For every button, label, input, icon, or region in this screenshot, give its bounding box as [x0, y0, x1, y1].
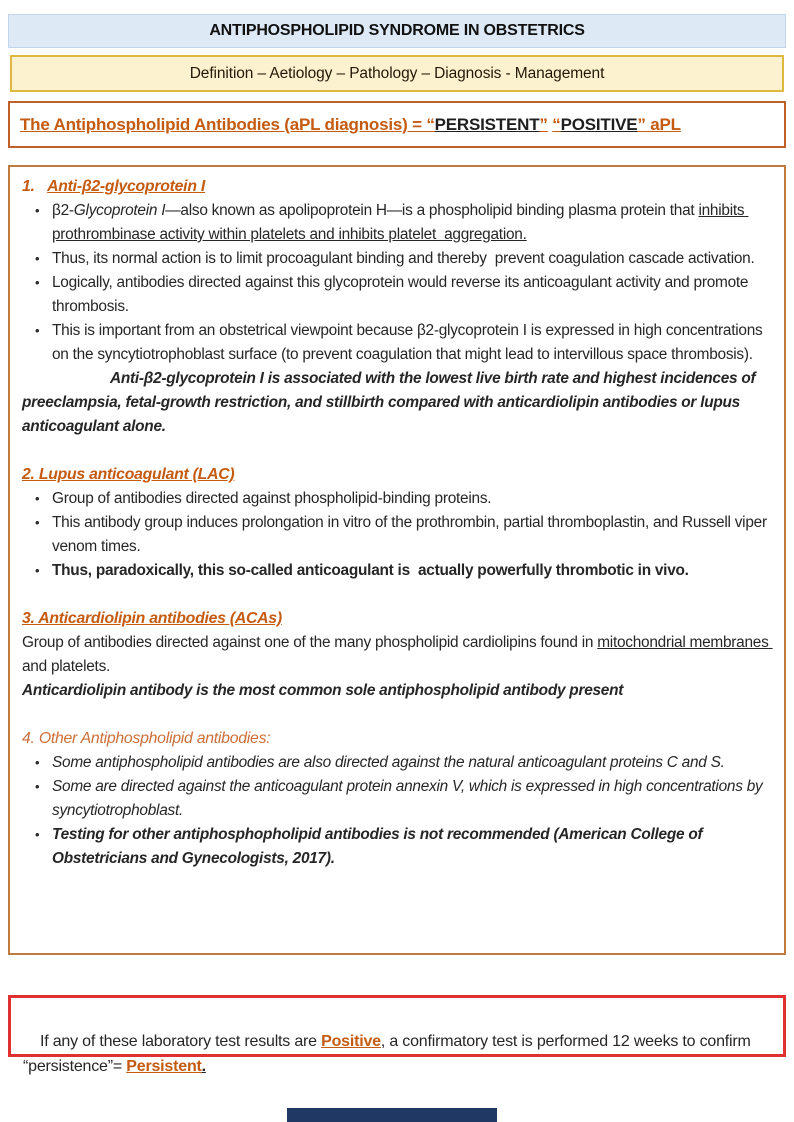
- section2-heading: [22, 463, 772, 487]
- text-segment: 4. Other Antiphospholipid antibodies:: [22, 730, 271, 747]
- text-segment: aPL: [645, 114, 681, 134]
- text-segment: If any of these laboratory test results are: [39, 1033, 322, 1050]
- text-segment: ”: [539, 114, 548, 134]
- text-segment: Thus, paradoxically, this so-called anticoagulant is actually powerfully thrombotic in vivo.: [52, 562, 689, 579]
- text-segment: This is important from an obstetrical viewpoint because β2-glycoprotein I is expressed in high concentrations on the syncytiotrophoblast surface (to prevent coagulation that might lead to intervillous space thrombosis).: [52, 322, 767, 363]
- text-segment: 3. Anticardiolipin antibodies (ACAs): [22, 610, 282, 627]
- text-segment: [35, 178, 47, 195]
- spacer-3: [22, 703, 772, 727]
- topic-breadcrumb: [10, 55, 784, 92]
- text-segment: inhibits prothrombinase activity within platelets and inhibits platelet aggregation.: [52, 202, 749, 243]
- antibody-types-box: [8, 165, 786, 955]
- section3-key-statement: [22, 679, 772, 703]
- section4-bullet-2: [22, 775, 772, 823]
- apl-diagnosis-line: [20, 115, 681, 135]
- section4-heading: [22, 727, 772, 751]
- section2-bullet-2: [22, 511, 772, 559]
- text-segment: Positive: [321, 1033, 381, 1050]
- text-segment: β2-: [52, 202, 74, 219]
- text-segment: Logically, antibodies directed against this glycoprotein would reverse its anticoagulant activity and promote thrombosis.: [52, 274, 753, 315]
- section1-bullet-4: [22, 319, 772, 367]
- section1-key-statement: [22, 367, 772, 439]
- spacer-1: [22, 439, 772, 463]
- text-segment: , a confirmatory test is performed 12 weeks to confirm “persistence”=: [23, 1033, 755, 1075]
- text-segment: Persistent: [126, 1058, 202, 1075]
- text-segment: POSITIVE: [560, 114, 638, 134]
- text-segment: and platelets.: [22, 658, 111, 675]
- text-segment: Anticardiolipin antibody is the most common sole antiphospholipid antibody present: [22, 682, 624, 699]
- text-segment: This antibody group induces prolongation in vitro of the prothrombin, partial thromboplastin, and Russell viper venom times.: [52, 514, 771, 555]
- section1-heading: [22, 175, 772, 199]
- text-segment: Testing for other antiphosphopholipid antibodies is not recommended (American College of Obstetricians and Gynecologists, 2017).: [52, 826, 707, 867]
- page-title: [8, 14, 786, 48]
- apl-diagnosis-box: [8, 101, 786, 148]
- text-segment: Group of antibodies directed against phospholipid-binding proteins.: [52, 490, 492, 507]
- section4-bullet-3: [22, 823, 772, 871]
- confirmatory-test-note-text: [23, 1033, 755, 1075]
- text-segment: ”: [637, 114, 646, 134]
- confirmatory-test-note-box: [8, 995, 786, 1075]
- section3-heading: [22, 607, 772, 631]
- section3-para-1: [22, 631, 772, 679]
- footer-accent-bar: [287, 1108, 497, 1122]
- text-segment: Some antiphospholipid antibodies are also directed against the natural anticoagulant proteins C and S.: [52, 754, 725, 771]
- text-segment: “: [552, 114, 561, 134]
- text-segment: mitochondrial membranes: [597, 634, 773, 651]
- section1-bullet-1: [22, 199, 772, 247]
- text-segment: PERSISTENT: [434, 114, 540, 134]
- section2-bullet-3: [22, 559, 772, 583]
- section2-bullet-1: [22, 487, 772, 511]
- page-title-text: ANTIPHOSPHOLIPID SYNDROME IN OBSTETRICS: [209, 22, 585, 39]
- topic-breadcrumb-text: Definition – Aetiology – Pathology – Diagnosis - Management: [189, 64, 605, 82]
- text-segment: 2. Lupus anticoagulant (LAC): [22, 466, 235, 483]
- text-segment: Group of antibodies directed against one of the many phospholipid cardiolipins found in: [22, 634, 598, 651]
- spacer-2: [22, 583, 772, 607]
- section4-bullet-1: [22, 751, 772, 775]
- text-segment: The Antiphospholipid Antibodies (aPL diagnosis) = “: [20, 114, 435, 134]
- section1-bullet-2: [22, 247, 772, 271]
- section1-bullet-3: [22, 271, 772, 319]
- text-segment: —also known as apolipoprotein H—is a phospholipid binding plasma protein that: [165, 202, 699, 219]
- text-segment: Thus, its normal action is to limit procoagulant binding and thereby prevent coagulation cascade activation.: [52, 250, 755, 267]
- text-segment: 1.: [22, 178, 35, 195]
- text-segment: Glycoprotein I: [73, 202, 166, 219]
- text-segment: Anti-β2-glycoprotein I: [47, 178, 205, 195]
- text-segment: .: [201, 1058, 206, 1075]
- text-segment: Some are directed against the anticoagulant protein annexin V, which is expressed in high concentrations by syncytiotrophoblast.: [52, 778, 767, 819]
- text-segment: Anti-β2-glycoprotein I is associated with the lowest live birth rate and highest incidences of preeclampsia, fetal-growth restriction, and stillbirth compared with anticardiolipin antibodies or lupus anticoagulant alone.: [22, 370, 760, 435]
